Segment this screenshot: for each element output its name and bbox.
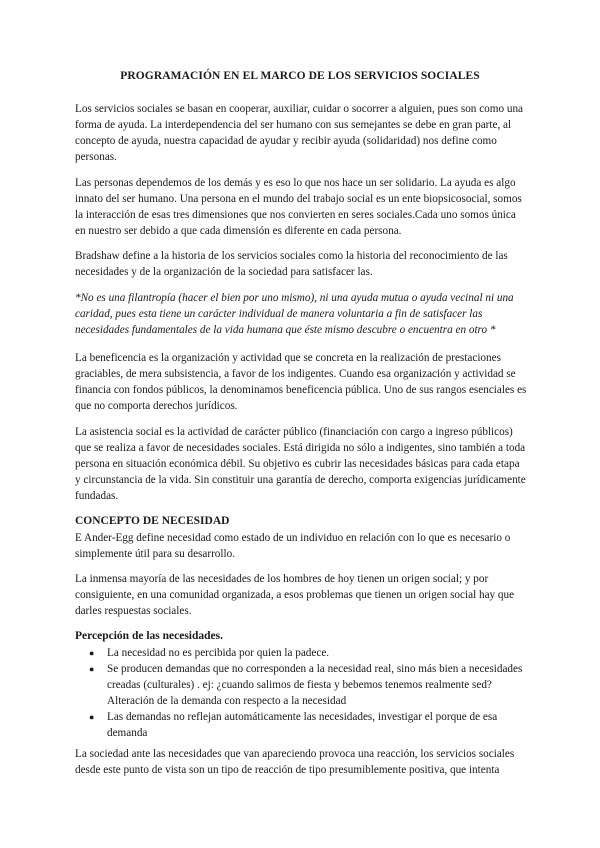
paragraph-servicios-sociales: Los servicios sociales se basan en cooperar, auxiliar, cuidar o socorrer a alguien, pues son como una forma de ayuda. La interdependencia del ser humano con sus semejantes se debe en gran parte, al concepto de ayuda, nuestra capacidad de ayudar y recibir ayuda (solidaridad) nos define como personas.: [75, 103, 524, 163]
paragraph-beneficencia: La beneficencia es la organización y actividad que se concreta en la realización de prestaciones graciables, de mera subsistencia, a favor de los indigentes. Cuando esa organización y actividad se financia con fondos públicos, la denominamos beneficencia pública. Uno de sus rangos esenciales es que no comporta derechos jurídicos.: [75, 352, 527, 412]
list-item: [75, 645, 527, 661]
document-title: PROGRAMACIÓN EN EL MARCO DE LOS SERVICIOS SOCIALES: [120, 70, 480, 82]
list-item: [75, 709, 527, 741]
bullet-dot-icon: ●: [89, 648, 95, 658]
list-item: [75, 661, 527, 709]
list-item-text: Se producen demandas que no corresponden a la necesidad real, sino más bien a necesidades creadas (culturales) . ej: ¿cuando salimos de fiesta y bebemos tenemos realmente sed? Alteración de la demanda con respecto a la necesidad: [107, 663, 523, 707]
subheading-percepcion: Percepción de las necesidades.: [75, 630, 223, 642]
paragraph-filantropia-note: *No es una filantropía (hacer el bien por uno mismo), ni una ayuda mutua o ayuda vecinal ni una caridad, pues esta tiene un carácter individual de manera voluntaria a fin de satisfacer las necesidades fundamentales de la vida humana que éste mismo descubre o encuentra en otro *: [75, 292, 514, 336]
list-item-text: Las demandas no reflejan automáticamente las necesidades, investigar el porque de esa demanda: [107, 711, 498, 739]
paragraph-bradshaw: Bradshaw define a la historia de los servicios sociales como la historia del reconocimiento de las necesidades y de la organización de la sociedad para satisfacer las.: [75, 250, 508, 278]
bullet-dot-icon: ●: [89, 664, 95, 674]
paragraph-ander-egg: E Ander-Egg define necesidad como estado de un individuo en relación con lo que es necesario o simplemente útil para su desarrollo.: [75, 532, 511, 560]
list-item-text: La necesidad no es percibida por quien la padece.: [107, 647, 330, 659]
bullet-list: [75, 645, 527, 741]
paragraph-personas: Las personas dependemos de los demás y es eso lo que nos hace un ser solidario. La ayuda es algo innato del ser humano. Una persona en el mundo del trabajo social es un ente biopsicosocial, somos la interacción de esas tres dimensiones que nos convierten en seres sociales.Cada uno somos única en nuestro ser debido a que cada dimensión es diferente en cada persona.: [75, 177, 522, 237]
section-heading-necesidad: CONCEPTO DE NECESIDAD: [75, 515, 230, 527]
bullet-dot-icon: ●: [89, 712, 95, 722]
paragraph-sociedad-reaccion: La sociedad ante las necesidades que van apareciendo provoca una reacción, los servicios sociales desde este punto de vista son un tipo de reacción de tipo presumiblemente positiva, que intenta: [75, 748, 515, 776]
paragraph-mayoria-necesidades: La inmensa mayoría de las necesidades de los hombres de hoy tienen un origen social; y por consiguiente, en una comunidad organizada, a esos problemas que tienen un origen social hay que darles respuestas sociales.: [75, 573, 515, 617]
paragraph-asistencia-social: La asistencia social es la actividad de carácter público (financiación con cargo a ingreso públicos) que se realiza a favor de necesidades sociales. Está dirigida no sólo a indigentes, sino también a toda persona en situación económica débil. Su objetivo es cubrir las necesidades básicas para cada etapa y circunstancia de la vida. Sin constituir una garantía de derecho, comporta exigencias jurídicamente fundadas.: [75, 426, 526, 502]
